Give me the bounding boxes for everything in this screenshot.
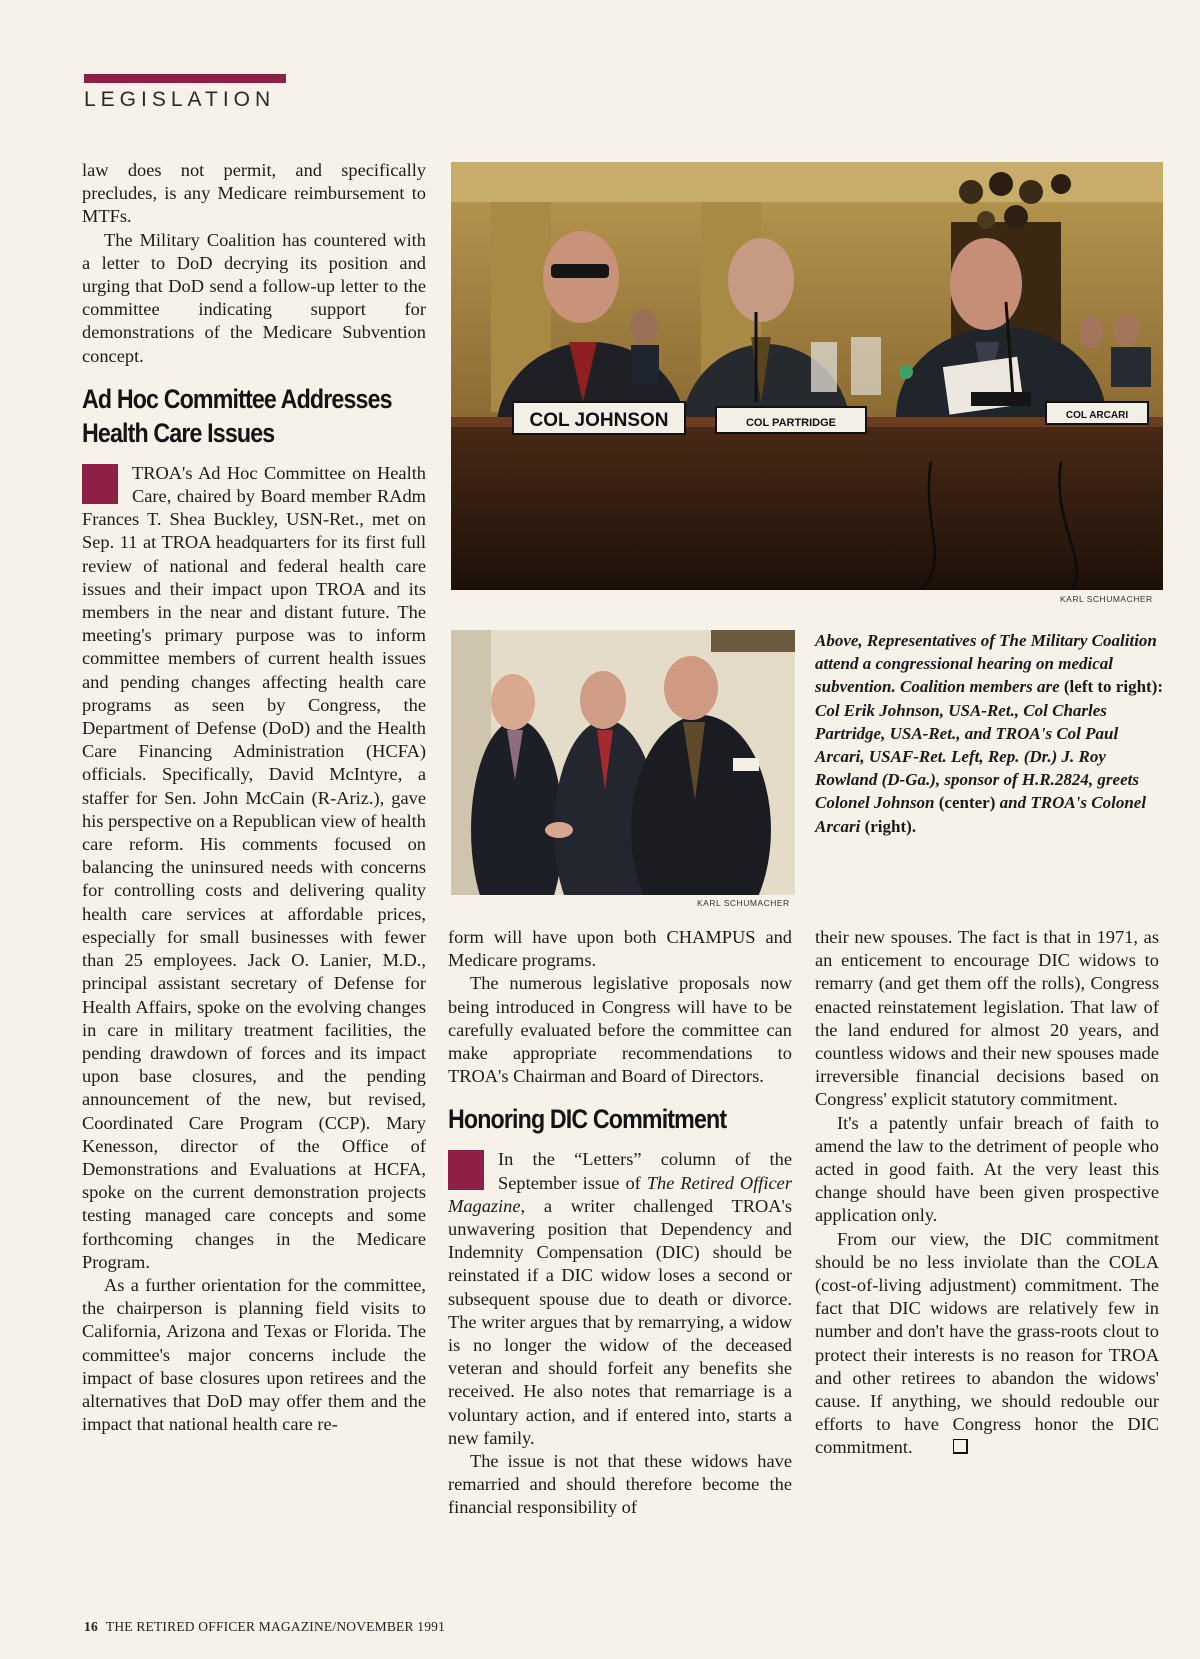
hearing-photo — [451, 162, 1163, 590]
paragraph: form will have upon both CHAMPUS and Medicare programs. — [448, 927, 792, 971]
paragraph: their new spouses. The fact is that in 1971, as an enticement to encourage DIC widows to remarry (and get them off the rolls), Congress enacted reinstatement legislation. That law of the land endured for almost 20 years, and countless widows and their new spouses made irreversible financial decisions based on Congress' explicit statutory commitment. — [815, 927, 1159, 1110]
end-mark-icon — [953, 1439, 968, 1454]
photo-caption: Above, Representatives of The Military Coalition attend a congressional hearing on medical subvention. Coalition members are (left to right): Col Erik Johnson, USA-Ret., Col Charles Partridge, USA-Ret., and TROA's Col Paul Arcari, USAF-Ret. Left, Rep. (Dr.) J. Roy Rowland (D-Ga.), sponsor of H.R.2824, greets Colonel Johnson (center) and TROA's Colonel Arcari (right). — [815, 631, 1164, 836]
paragraph: The numerous legislative proposals now being introduced in Congress will have to be carefully evaluated before the committee can make appropriate recommendations to TROA's Chairman and Board of Directors. — [448, 973, 792, 1087]
nameplate-johnson: COL JOHNSON — [529, 410, 669, 431]
dropcap-box — [448, 1150, 484, 1190]
page-number: 16 — [84, 1619, 98, 1634]
article-heading: Ad Hoc Committee Addresses Health Care Issues — [82, 383, 392, 448]
photo-credit: KARL SCHUMACHER — [697, 898, 790, 908]
column-1 — [82, 159, 426, 1436]
column-2 — [448, 926, 792, 1520]
section-label: LEGISLATION — [84, 88, 276, 111]
paragraph: As a further orientation for the committee, the chairperson is planning field visits to California, Arizona and Texas or Florida. The committee's major concerns include the impact of base closures upon retirees and the alternatives that DoD may offer them and the impact that national health care re- — [82, 1274, 426, 1435]
paragraph: In the “Letters” column of the September issue of The Retired Officer Magazine, a writer challenged TROA's unwavering position that Dependency and Indemnity Compensation (DIC) should be reinstated if a DIC widow loses a second or subsequent spouse due to death or divorce. The writer argues that by remarrying, a widow is no longer the widow of the deceased veteran and should forfeit any benefits she received. He also notes that remarriage is a voluntary action, and if entered into, starts a new family. — [448, 1149, 792, 1448]
paragraph: The Military Coalition has countered with a letter to DoD decrying its position and urging that DoD send a follow-up letter to the committee indicating support for demonstrations of the Medicare Subvention concept. — [82, 229, 426, 366]
column-3 — [815, 926, 1159, 1460]
section-accent-bar — [84, 74, 286, 83]
paragraph: It's a patently unfair breach of faith to amend the law to the detriment of people who acted in good faith. At the very least this change should have been given prospective application only. — [815, 1112, 1159, 1226]
handshake-photo-image — [451, 630, 795, 895]
nameplate-partridge: COL PARTRIDGE — [745, 417, 837, 429]
handshake-photo — [451, 630, 795, 895]
publication-line: THE RETIRED OFFICER MAGAZINE/NOVEMBER 1991 — [105, 1619, 446, 1634]
dropcap-box — [82, 464, 118, 504]
paragraph: The issue is not that these widows have remarried and should therefore become the financial responsibility of — [448, 1451, 792, 1518]
page-footer — [84, 1619, 445, 1635]
photo-credit: KARL SCHUMACHER — [1060, 594, 1153, 604]
paragraph: law does not permit, and specifically precludes, is any Medicare reimbursement to MTFs. — [82, 160, 426, 227]
article-heading: Honoring DIC Commitment — [448, 1104, 727, 1135]
paragraph: From our view, the DIC commitment should be no less inviolate than the COLA (cost-of-living adjustment) commitment. The fact that DIC widows are relatively few in number and don't have the grass-roots clout to protect their interests is no reason for TROA and other retirees to abandon the widows' cause. If anything, we should redouble our efforts to have Congress honor the DIC commitment. — [815, 1228, 1159, 1458]
paragraph: TROA's Ad Hoc Committee on Health Care, chaired by Board member RAdm Frances T. Shea Buckley, USN-Ret., met on Sep. 11 at TROA headquarters for its first full review of national and federal health care issues and their impact upon TROA and its members in the near and distant future. The meeting's primary purpose was to inform committee members of current health issues and pending changes affecting health care programs as seen by Congress, the Department of Defense (DoD) and the Health Care Financing Administration (HCFA) officials. Specifically, David McIntyre, a staffer for Sen. John McCain (R-Ariz.), gave his perspective on a Republican view of health care reform. His comments focused on balancing the uninsured needs with concerns for controlling costs and delivering quality health care services at affordable prices, especially for small businesses with fewer than 25 employees. Jack O. Lanier, M.D., principal assistant secretary of Defense for Health Affairs, spoke on the evolving changes in care in military treatment facilities, the pending drawdown of forces and its impact upon base closures, and the pending announcement of the new, but revised, Coordinated Care Program (CCP). Mary Kenesson, director of the Office of Demonstrations and Evaluations at HCFA, spoke on the current demonstration projects testing managed care concepts and some forthcoming changes in the Medicare Program. — [82, 462, 426, 1272]
nameplate-arcari: COL ARCARI — [1065, 410, 1129, 421]
hearing-photo-image — [451, 162, 1163, 590]
